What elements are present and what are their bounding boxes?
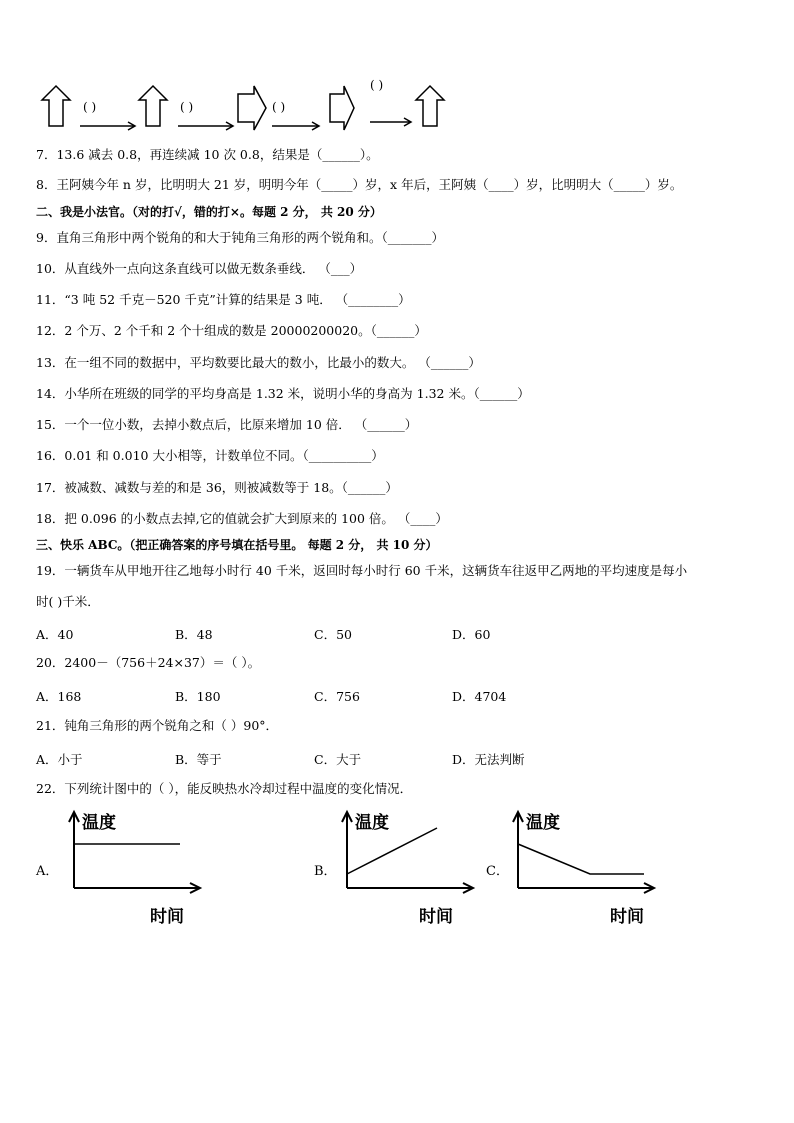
graph-c xyxy=(504,808,664,928)
q19-option-d: D．60 xyxy=(452,627,491,642)
q19-option-c: C．50 xyxy=(314,627,352,642)
up-arrow-icon xyxy=(416,86,444,126)
question-16: 16．0.01 和 0.010 大小相等，计数单位不同。（__________） xyxy=(36,448,384,463)
right-arrow-icon xyxy=(238,86,266,130)
question-17: 17．被减数、减数与差的和是 36，则被减数等于 18。（______） xyxy=(36,480,398,495)
question-15: 15．一个一位小数，去掉小数点后，比原来增加 10 倍． （______） xyxy=(36,417,418,432)
sequence-blank-1: ( ) xyxy=(83,100,97,114)
q21-option-a: A．小于 xyxy=(36,752,83,767)
question-11: 11．“3 吨 52 千克－520 千克”计算的结果是 3 吨． （________） xyxy=(36,292,411,307)
q20-option-a: A．168 xyxy=(36,689,82,704)
graph-b xyxy=(333,808,483,928)
graph-b-line xyxy=(347,828,437,874)
q20-option-c: C．756 xyxy=(314,689,360,704)
question-22: 22．下列统计图中的（ ），能反映热水冷却过程中温度的变化情况． xyxy=(36,781,413,796)
section-2-heading: 二、我是小法官。（对的打√，错的打×。每题 2 分， 共 20 分） xyxy=(36,205,382,219)
right-arrow-icon xyxy=(330,86,354,130)
graph-a-label: A． xyxy=(36,864,59,879)
graph-c-ylabel: 温度 xyxy=(526,813,560,833)
graph-a-ylabel: 温度 xyxy=(82,813,116,833)
up-arrow-icon xyxy=(139,86,167,126)
section-3-heading: 三、快乐 ABC。（把正确答案的序号填在括号里。 每题 2 分， 共 10 分） xyxy=(36,538,438,552)
up-arrow-icon xyxy=(42,86,70,126)
q19-option-b: B．48 xyxy=(175,627,213,642)
question-20: 20．2400－（756＋24×37）＝（ ）。 xyxy=(36,655,261,670)
q21-option-c: C．大于 xyxy=(314,752,362,767)
question-10: 10．从直线外一点向这条直线可以做无数条垂线． （___） xyxy=(36,261,363,276)
graph-b-xlabel: 时间 xyxy=(419,907,453,927)
q21-option-b: B．等于 xyxy=(175,752,222,767)
graph-b-label: B． xyxy=(314,864,337,879)
question-21: 21．钝角三角形的两个锐角之和（ ）90°． xyxy=(36,718,279,733)
graph-a xyxy=(60,808,210,928)
graph-a-xlabel: 时间 xyxy=(150,907,184,927)
q20-option-d: D．4704 xyxy=(452,689,507,704)
question-14: 14．小华所在班级的同学的平均身高是 1.32 米，说明小华的身高为 1.32 米。（______） xyxy=(36,386,530,401)
question-13: 13．在一组不同的数据中，平均数要比最大的数小，比最小的数大。 （______） xyxy=(36,355,481,370)
q19-option-a: A．40 xyxy=(36,627,74,642)
question-7: 7．13.6 减去 0.8，再连续减 10 次 0.8，结果是（______）。 xyxy=(36,147,379,162)
q21-option-d: D．无法判断 xyxy=(452,752,525,767)
arrow-sequence-figure xyxy=(36,78,456,133)
sequence-blank-4: ( ) xyxy=(370,78,384,92)
q20-option-b: B．180 xyxy=(175,689,221,704)
question-9: 9．直角三角形中两个锐角的和大于钝角三角形的两个锐角和。（_______） xyxy=(36,230,444,245)
graph-b-ylabel: 温度 xyxy=(355,813,389,833)
question-19-line1: 19．一辆货车从甲地开往乙地每小时行 40 千米，返回时每小时行 60 千米，这辆货车往返甲乙两地的平均速度是每小 xyxy=(36,563,688,578)
sequence-blank-3: ( ) xyxy=(272,100,286,114)
graph-c-xlabel: 时间 xyxy=(610,907,644,927)
question-8: 8．王阿姨今年 n 岁，比明明大 21 岁，明明今年（_____）岁，x 年后，王阿姨（____）岁，比明明大（_____）岁。 xyxy=(36,177,683,192)
question-19-line2: 时( )千米． xyxy=(36,594,100,609)
sequence-blank-2: ( ) xyxy=(180,100,194,114)
graph-c-line xyxy=(518,844,644,874)
question-12: 12．2 个万、2 个千和 2 个十组成的数是 20000200020。（______） xyxy=(36,323,427,338)
graph-c-label: C． xyxy=(486,864,509,879)
question-18: 18．把 0.096 的小数点去掉,它的值就会扩大到原来的 100 倍。 （____） xyxy=(36,511,448,526)
